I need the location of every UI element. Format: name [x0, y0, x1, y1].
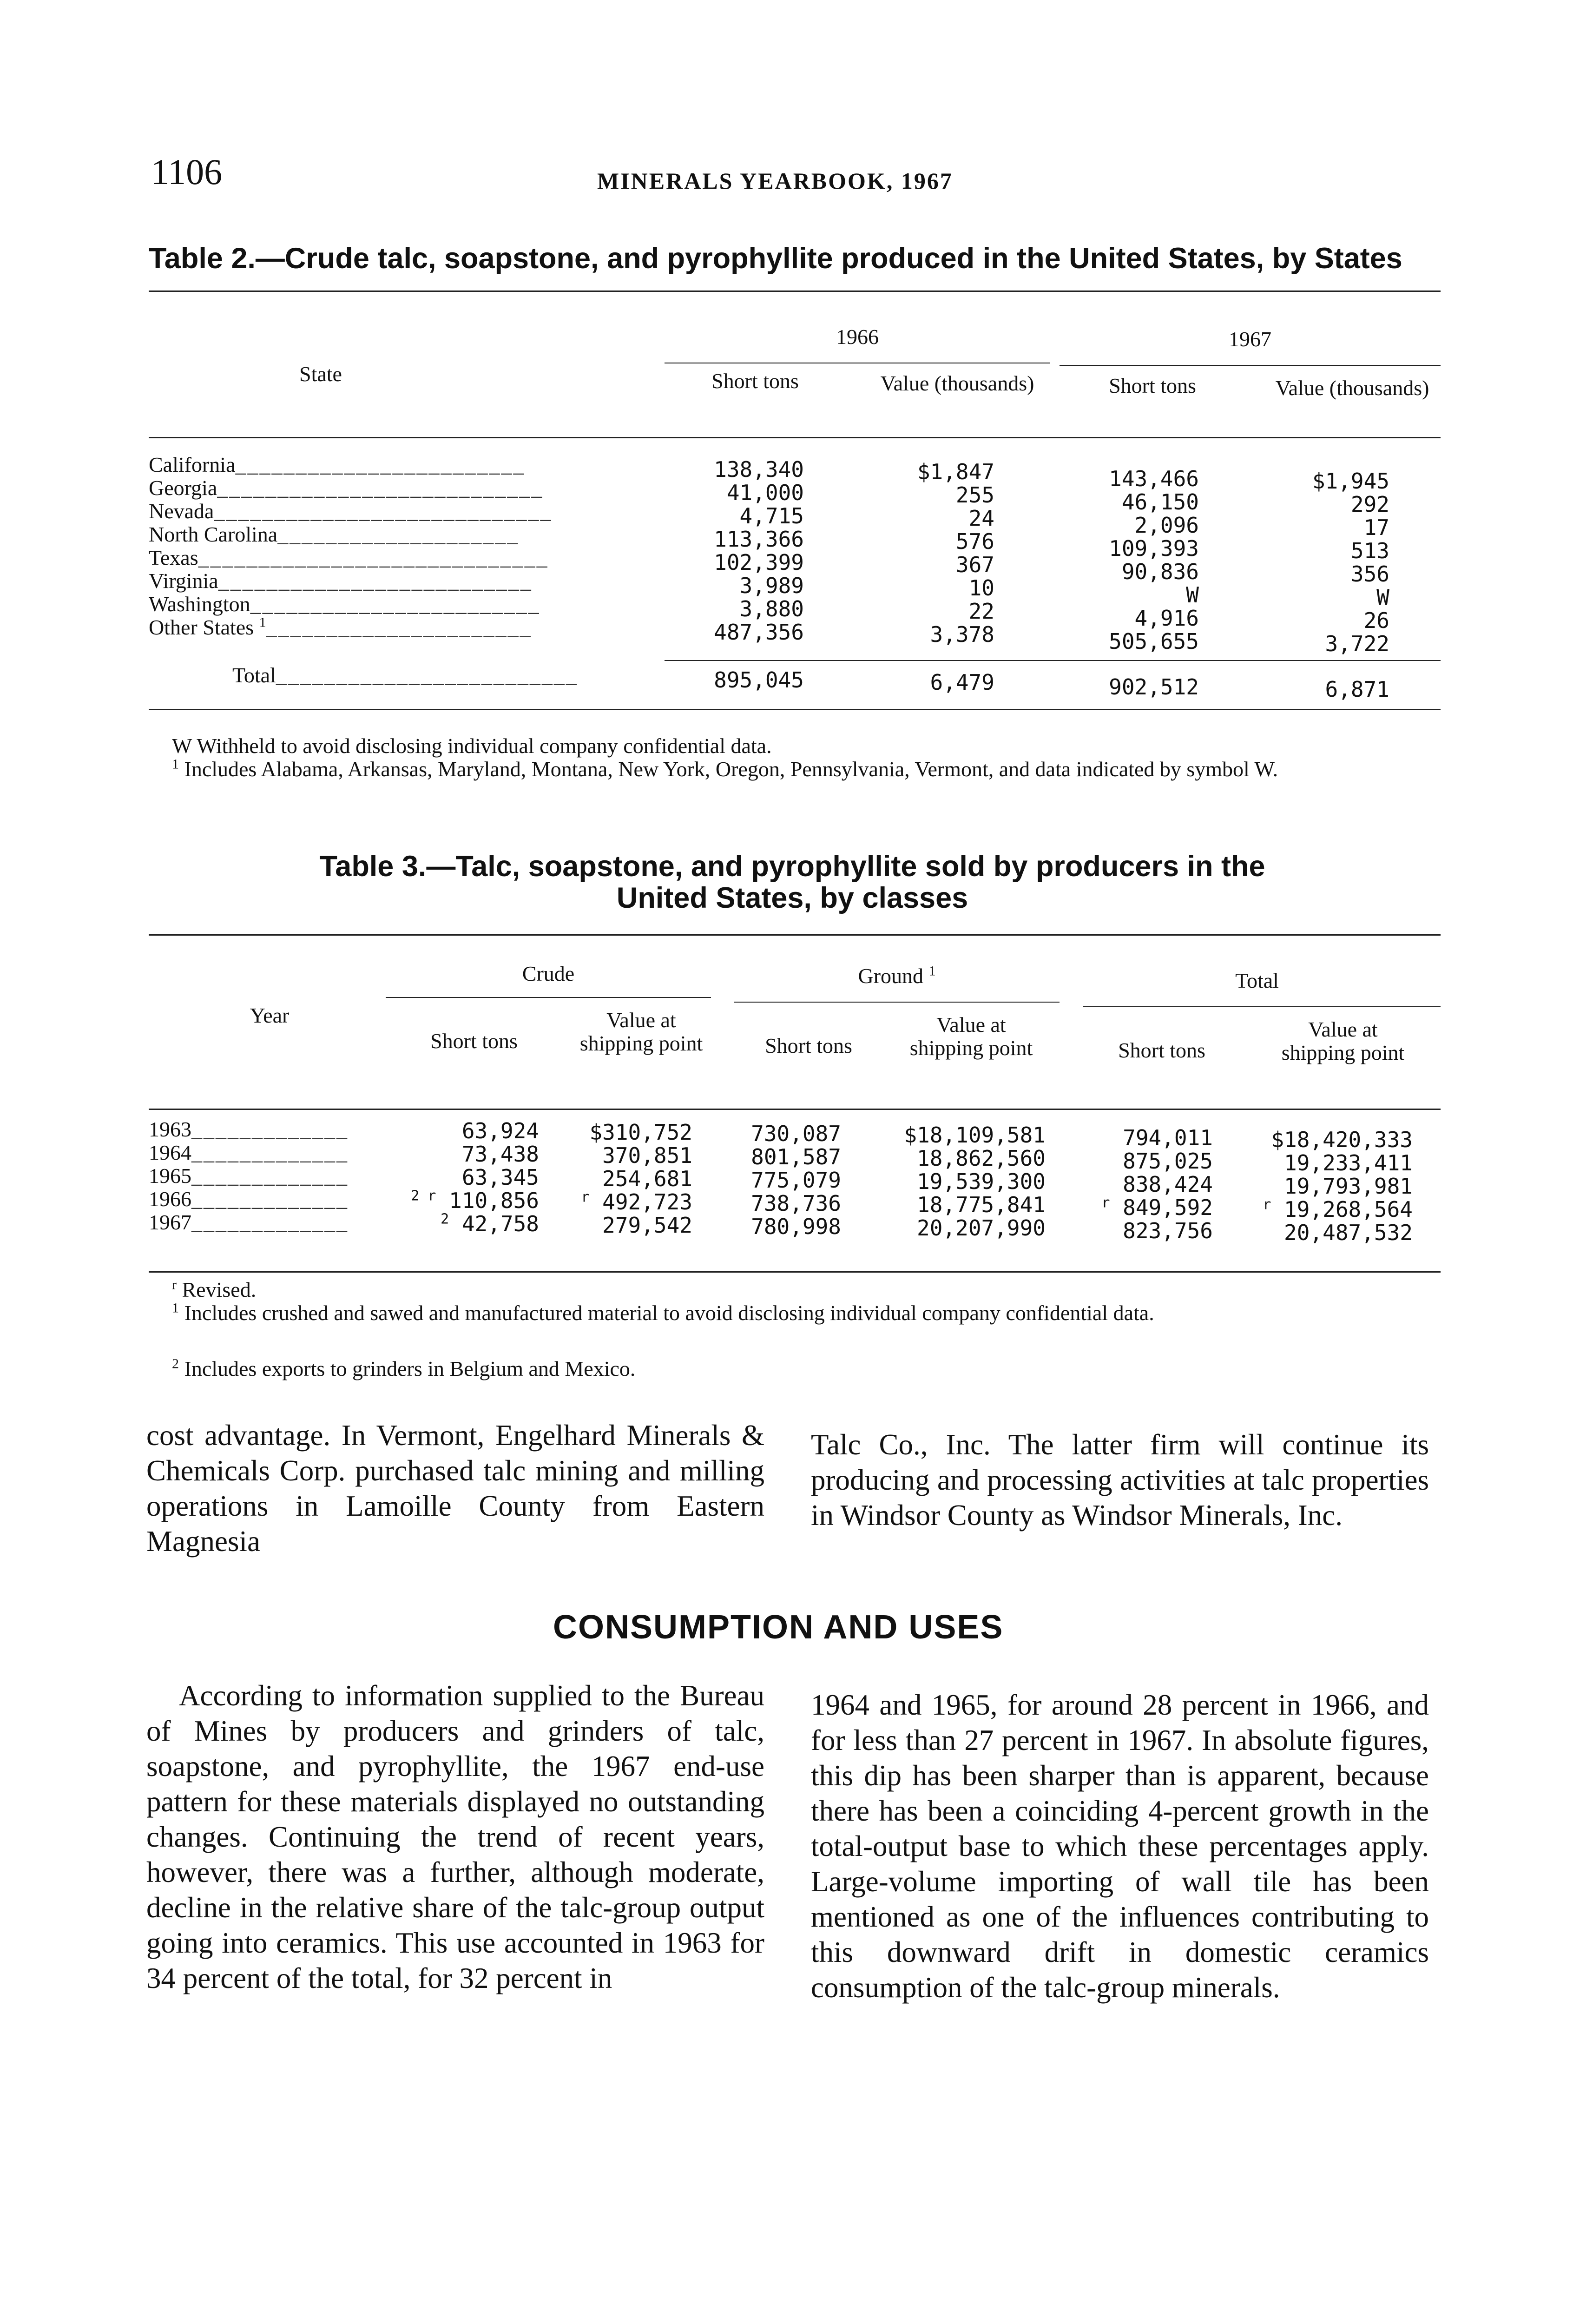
table2-cell-tons-1967: 109,393	[1109, 536, 1199, 561]
table3-cell-crude-value: $^r$ 492,723	[581, 1189, 692, 1215]
para1-right: Talc Co., Inc. The latter firm will continue its producing and processing activities at talc properties in Windsor County as Windsor Minerals, Inc.	[811, 1428, 1429, 1532]
table2-total-tons-1966: 895,045	[714, 667, 804, 693]
table2-state-label: Washington________________________	[149, 592, 540, 616]
table2-cell-value-1966: $1,847	[917, 459, 994, 484]
table2-cell-tons-1967: 4,916	[1134, 606, 1199, 631]
table2-cell-value-1967: 3,722	[1325, 631, 1389, 656]
table2-year2: 1967	[1229, 327, 1271, 351]
table2-state-label: Georgia___________________________	[149, 476, 544, 500]
table3-cell-total-value: 20,487,532	[1284, 1220, 1413, 1245]
table2-state-label: Other States $^1$______________________	[149, 614, 532, 639]
table3-col-crude-tons: Short tons	[430, 1029, 518, 1053]
para2-left: According to information supplied to the Bureau of Mines by producers and grinders of talc, soapstone, and pyrophyllite, the 1967 end-use pattern for these materials displayed no outstanding changes. Continuing the trend of recent years, however, there was a further, although moderate, decline in the relative share of the talc-group output going into ceramics. This use accounted in 1963 for 34 percent of the total, for 32 percent in	[146, 1679, 764, 1994]
table3-cell-ground-value: 18,775,841	[917, 1192, 1046, 1217]
table2-cell-tons-1967: 505,655	[1109, 629, 1199, 654]
table2-cell-tons-1966: 3,989	[739, 573, 804, 598]
table3-cell-total-tons: 823,756	[1123, 1218, 1213, 1243]
table3-cell-total-tons: $^r$ 849,592	[1101, 1195, 1213, 1220]
table2-cell-value-1966: 22	[968, 599, 994, 624]
table2-col-state: State	[299, 362, 342, 386]
table3-cell-ground-tons: 738,736	[751, 1191, 841, 1216]
table3-group-ground: Ground $^1$	[858, 963, 936, 988]
table3-cell-ground-value: 18,862,560	[917, 1146, 1046, 1171]
table3-cell-ground-tons: 801,587	[751, 1144, 841, 1169]
table3-cell-total-value: $18,420,333	[1271, 1127, 1413, 1152]
table2-col-value-1967: Value (thousands)	[1275, 376, 1429, 400]
table3-cell-ground-tons: 780,998	[751, 1214, 841, 1239]
table3-year-label: 1967_____________	[149, 1210, 349, 1234]
table3-col-total-value: Value at shipping point	[1281, 1017, 1405, 1064]
table3-top-rule	[149, 934, 1441, 936]
table3-cell-ground-value: $18,109,581	[904, 1122, 1046, 1148]
table2-cell-value-1967: 17	[1363, 515, 1389, 540]
table2-cell-value-1966: 10	[968, 575, 994, 601]
table2-total-value-1966: 6,479	[930, 670, 994, 695]
table3-cell-ground-value: 19,539,300	[917, 1169, 1046, 1194]
table3-cell-crude-value: 370,851	[602, 1143, 692, 1168]
table3-year-label: 1963_____________	[149, 1117, 349, 1141]
table3-header-rule	[149, 1109, 1441, 1110]
table2-cell-tons-1966: 138,340	[714, 457, 804, 482]
table3-cell-total-tons: 794,011	[1123, 1125, 1213, 1150]
table2-cell-tons-1966: 4,715	[739, 503, 804, 528]
table2-year2-rule	[1060, 365, 1441, 366]
table3-year-label: 1964_____________	[149, 1141, 349, 1164]
para2-right: 1964 and 1965, for around 28 percent in 1966, and for less than 27 percent in 1967. In absolute figures, this dip has been sharper than is apparent, because there has been a coinciding 4-percent growth in the total-output base to which these percentages apply. Large-volume importing of wall tile has been mentioned as one of the influences contributing to this downward drift in domestic ceramics consumption of the talc-group minerals.	[811, 1689, 1429, 2004]
table2-cell-value-1967: W	[1376, 585, 1389, 610]
table2-cell-tons-1966: 41,000	[726, 480, 804, 505]
table2-bottom-rule	[149, 709, 1441, 710]
table3-cell-total-value: 19,233,411	[1284, 1150, 1413, 1175]
table3-cell-crude-value: 254,681	[602, 1166, 692, 1191]
table2-cell-tons-1967: 90,836	[1121, 559, 1199, 584]
table2-total-tons-1967: 902,512	[1109, 674, 1199, 700]
table2-cell-value-1967: 513	[1350, 538, 1389, 563]
table3-col-total-tons: Short tons	[1118, 1038, 1205, 1062]
table2-cell-tons-1966: 3,880	[739, 596, 804, 621]
table3-cell-ground-value: 20,207,990	[917, 1215, 1046, 1241]
table2-cell-tons-1966: 487,356	[714, 620, 804, 645]
table3-col-crude-value: Value at shipping point	[579, 1008, 703, 1055]
table2-cell-tons-1967: 46,150	[1121, 489, 1199, 515]
table2-footnote-w: W Withheld to avoid disclosing individual company confidential data.	[172, 734, 772, 758]
table2-col-tons-1966: Short tons	[711, 369, 799, 393]
table3-cell-total-tons: 838,424	[1123, 1172, 1213, 1197]
table2-cell-tons-1967: 143,466	[1109, 466, 1199, 491]
table2-cell-tons-1967: 2,096	[1134, 513, 1199, 538]
table2-footnote-1: $^1$ Includes Alabama, Arkansas, Maryland, Montana, New York, Oregon, Pennsylvania, Vermont, and data indicated by symbol W.	[172, 756, 1278, 781]
table3-year-label: 1966_____________	[149, 1187, 349, 1211]
table3-cell-crude-value: 279,542	[602, 1213, 692, 1238]
table3-cell-total-tons: 875,025	[1123, 1149, 1213, 1174]
table3-cell-crude-tons: 63,924	[461, 1118, 539, 1143]
table2-cell-value-1967: 356	[1350, 561, 1389, 587]
table2-col-tons-1967: Short tons	[1109, 374, 1196, 397]
table2-header-rule	[149, 437, 1441, 438]
table3-cell-ground-tons: 775,079	[751, 1168, 841, 1193]
table3-cell-crude-tons: 73,438	[461, 1142, 539, 1167]
table2-total-rule	[665, 660, 1441, 661]
table2-year1: 1966	[836, 325, 879, 349]
table3-year-label: 1965_____________	[149, 1164, 349, 1188]
table2-cell-value-1967: 26	[1363, 608, 1389, 633]
table3-cell-total-value: $^r$ 19,268,564	[1263, 1196, 1413, 1222]
table3-footnote-1: $^1$ Includes crushed and sawed and manufactured material to avoid disclosing individual company confidential data.	[172, 1300, 1154, 1325]
table3-footnote-r: $^r$ Revised.	[172, 1277, 257, 1301]
table3-cell-total-value: 19,793,981	[1284, 1174, 1413, 1199]
table2-cell-value-1966: 3,378	[930, 622, 994, 647]
table3-cell-crude-value: $310,752	[589, 1120, 692, 1145]
table3-group-crude: Crude	[522, 962, 575, 985]
table3-cell-crude-tons: 63,345	[461, 1165, 539, 1190]
table2-state-label: Virginia__________________________	[149, 569, 533, 593]
table2-state-label: North Carolina____________________	[149, 522, 520, 546]
table2-state-label: California________________________	[149, 453, 526, 476]
table3-group-total: Total	[1235, 969, 1279, 992]
table3-crude-rule	[386, 997, 711, 998]
table2-cell-tons-1967: W	[1186, 582, 1199, 607]
table2-total-label: Total_________________________	[232, 663, 578, 687]
table2-cell-value-1966: 367	[955, 552, 994, 577]
table3-total-rule	[1083, 1006, 1441, 1007]
table2-title: Table 2.—Crude talc, soapstone, and pyrophyllite produced in the United States, by States	[149, 242, 1402, 275]
table2-top-rule	[149, 290, 1441, 292]
table2-cell-value-1967: 292	[1350, 492, 1389, 517]
table3-cell-crude-tons: $^2$ 42,758	[441, 1211, 539, 1236]
para1-left: cost advantage. In Vermont, Engelhard Minerals & Chemicals Corp. purchased talc mining and milling operations in Lamoille County from Eastern Magnesia	[146, 1419, 764, 1558]
table2-cell-value-1966: 576	[955, 529, 994, 554]
table2-state-label: Texas_____________________________	[149, 546, 549, 569]
running-title: MINERALS YEARBOOK, 1967	[597, 168, 953, 194]
table2-cell-value-1966: 24	[968, 506, 994, 531]
table2-cell-value-1967: $1,945	[1312, 469, 1389, 494]
page-number: 1106	[151, 152, 223, 192]
table3-col-year: Year	[250, 1004, 290, 1027]
table3-cell-crude-tons: $^{2 r}$ 110,856	[411, 1188, 539, 1213]
table3-footnote-2: $^2$ Includes exports to grinders in Belgium and Mexico.	[172, 1356, 636, 1380]
section-heading: CONSUMPTION AND USES	[553, 1609, 1004, 1646]
table2-state-label: Nevada____________________________	[149, 499, 553, 523]
table3-col-ground-tons: Short tons	[765, 1034, 852, 1057]
table2-cell-tons-1966: 102,399	[714, 550, 804, 575]
table2-total-value-1967: 6,871	[1325, 677, 1389, 702]
table2-cell-value-1966: 255	[955, 482, 994, 508]
table2-col-value-1966: Value (thousands)	[880, 371, 1034, 395]
table3-col-ground-value: Value at shipping point	[909, 1013, 1033, 1060]
table3-ground-rule	[734, 1002, 1060, 1003]
table3-title: Table 3.—Talc, soapstone, and pyrophyllite sold by producers in the United States, by classes	[319, 850, 1265, 914]
table3-bottom-rule	[149, 1271, 1441, 1273]
table2-cell-tons-1966: 113,366	[714, 527, 804, 552]
table3-cell-ground-tons: 730,087	[751, 1121, 841, 1146]
